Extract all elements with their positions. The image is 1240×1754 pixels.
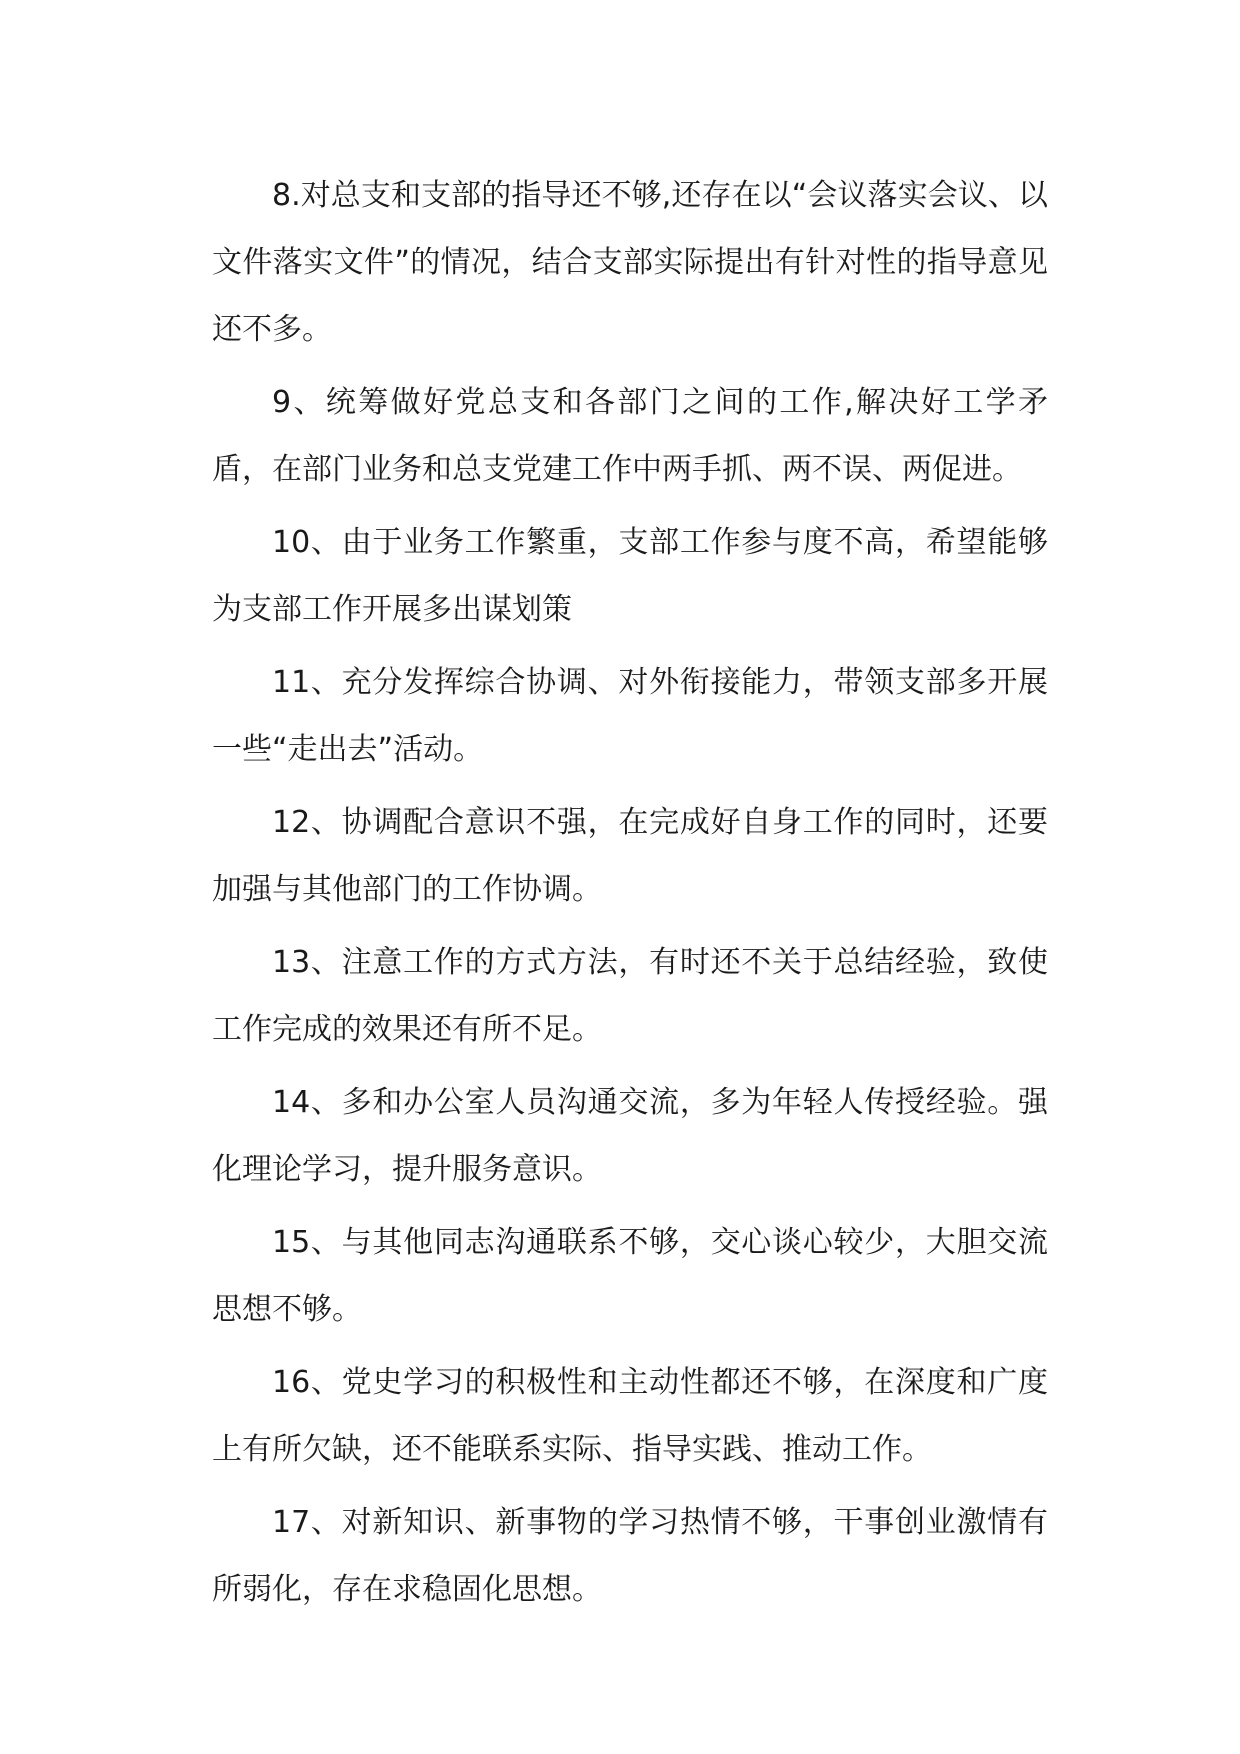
paragraph-item-13: 13、注意工作的方式方法，有时还不关于总结经验，致使工作完成的效果还有所不足。 bbox=[212, 945, 1048, 1047]
paragraph-item-8: 8.对总支和支部的指导还不够,还存在以“会议落实会议、以文件落实文件”的情况，结合支部实际提出有针对性的指导意见还不多。 bbox=[212, 178, 1048, 347]
paragraph-item-15: 15、与其他同志沟通联系不够，交心谈心较少，大胆交流思想不够。 bbox=[212, 1225, 1048, 1327]
paragraph-item-14: 14、多和办公室人员沟通交流，多为年轻人传授经验。强化理论学习，提升服务意识。 bbox=[212, 1085, 1048, 1187]
document-body bbox=[212, 162, 1048, 1629]
paragraph-item-17: 17、对新知识、新事物的学习热情不够，干事创业激情有所弱化，存在求稳固化思想。 bbox=[212, 1505, 1048, 1607]
paragraph-item-10: 10、由于业务工作繁重，支部工作参与度不高，希望能够为支部工作开展多出谋划策 bbox=[212, 525, 1048, 627]
paragraph-item-11: 11、充分发挥综合协调、对外衔接能力，带领支部多开展一些“走出去”活动。 bbox=[212, 665, 1048, 767]
paragraph-item-12: 12、协调配合意识不强，在完成好自身工作的同时，还要加强与其他部门的工作协调。 bbox=[212, 805, 1048, 907]
paragraph-item-9: 9、统筹做好党总支和各部门之间的工作,解决好工学矛盾，在部门业务和总支党建工作中两手抓、两不误、两促进。 bbox=[212, 385, 1048, 487]
paragraph-item-16: 16、党史学习的积极性和主动性都还不够，在深度和广度上有所欠缺，还不能联系实际、指导实践、推动工作。 bbox=[212, 1365, 1048, 1467]
